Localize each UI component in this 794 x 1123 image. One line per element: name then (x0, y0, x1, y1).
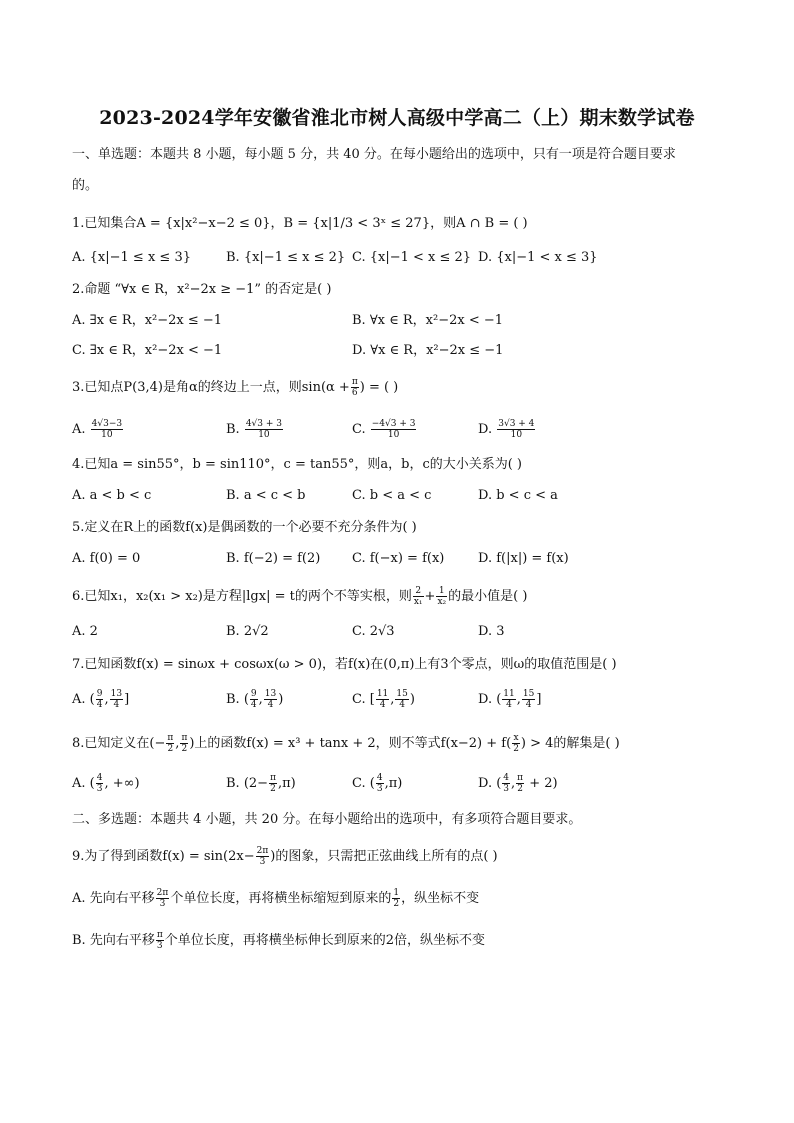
q8-option-b: B. (2− $\frac{\pi}{2}$ ,π) (226, 773, 296, 794)
q6-option-d: D. 3 (478, 624, 505, 639)
q8-stem: 8.已知定义在(− $\frac{\pi}{2}$ , $\frac{\pi}{2}$ )上的函数f(x) = x³ + tanx + 2，则不等式f(x−2) + f( $\frac{x}{2}$ ) > 4的解集是( ) (72, 733, 620, 754)
q4-stem: 4.已知a = sin55°，b = sin110°，c = tan55°，则a，b，c的大小关系为( ) (72, 457, 523, 472)
q9-option-b: B. 先向右平移 $\frac{\pi}{3}$ 个单位长度，再将横坐标伸长到原来的2倍，纵坐标不变 (72, 930, 486, 951)
q4-option-a: A. a < b < c (72, 488, 152, 503)
q1-option-b: B. {x|−1 ≤ x ≤ 2} (226, 250, 346, 265)
q7-option-a: A. ( $\frac{9}{4}$ , $\frac{13}{4}$ ] (72, 689, 130, 710)
section1-heading-line2: 的。 (72, 178, 99, 193)
q1-option-a: A. {x|−1 ≤ x ≤ 3} (72, 250, 191, 265)
q6-frac-2: $\frac{1}{\text{x₂}}$ (437, 586, 447, 607)
q2-stem: 2.命题 “∀x ∈ R，x²−2x ≥ −1” 的否定是( ) (72, 282, 332, 297)
section1-heading-line1: 一、单选题：本题共 8 小题，每小题 5 分，共 40 分。在每小题给出的选项中，只有一项是符合题目要求 (72, 147, 676, 162)
q2-option-a: A. ∃x ∈ R，x²−2x ≤ −1 (72, 313, 223, 328)
q3-option-c: C. $\frac{-4√3 + 3}{10}$ (352, 419, 416, 440)
q1-option-d: D. {x|−1 < x ≤ 3} (478, 250, 598, 265)
q3-stem-post: ) = ( ) (359, 380, 399, 395)
q4-option-c: C. b < a < c (352, 488, 432, 503)
q2-option-c: C. ∃x ∈ R，x²−2x < −1 (72, 343, 223, 358)
q3-stem-frac: $\frac{\pi}{6}$ (351, 377, 358, 398)
q9-stem: 9.为了得到函数f(x) = sin(2x− $\frac{2\pi}{3}$ )的图象，只需把正弦曲线上所有的点( ) (72, 846, 498, 867)
q1-stem: 1.已知集合A = {x|x²−x−2 ≤ 0}，B = {x|1/3 < 3ˣ ≤ 27}，则A ∩ B = ( ) (72, 216, 528, 231)
q5-option-c: C. f(−x) = f(x) (352, 551, 445, 566)
q6-option-a: A. 2 (72, 624, 98, 639)
q6-frac-1: $\frac{2}{\text{x₁}}$ (413, 586, 423, 607)
q7-stem: 7.已知函数f(x) = sinωx + cosωx(ω > 0)，若f(x)在(0,π)上有3个零点，则ω的取值范围是( ) (72, 657, 617, 672)
q3-stem-pre: 3.已知点P(3,4)是角α的终边上一点，则sin(α + (72, 380, 350, 395)
q3-option-b: B. $\frac{4√3 + 3}{10}$ (226, 419, 283, 440)
q8-option-a: A. ( $\frac{4}{3}$ , +∞) (72, 773, 140, 794)
q8-option-d: D. ( $\frac{4}{3}$ , $\frac{\pi}{2}$ + 2) (478, 773, 558, 794)
q5-option-d: D. f(|x|) = f(x) (478, 551, 569, 566)
q4-option-b: B. a < c < b (226, 488, 306, 503)
q7-option-d: D. ( $\frac{11}{4}$ , $\frac{15}{4}$ ] (478, 689, 542, 710)
q6-stem: 6.已知x₁，x₂(x₁ > x₂)是方程|lgx| = t的两个不等实根，则 $\frac{2}{\text{x₁}}$ + $\frac{1}{\text{x₂}}$ 的最小值是( ) (72, 586, 528, 607)
q2-option-d: D. ∀x ∈ R，x²−2x ≤ −1 (352, 343, 504, 358)
q5-stem: 5.定义在R上的函数f(x)是偶函数的一个必要不充分条件为( ) (72, 520, 417, 535)
q2-option-b: B. ∀x ∈ R，x²−2x < −1 (352, 313, 504, 328)
q3-option-d: D. $\frac{3√3 + 4}{10}$ (478, 419, 535, 440)
q4-option-d: D. b < c < a (478, 488, 558, 503)
q3-stem (72, 377, 398, 398)
q7-option-c: C. [ $\frac{11}{4}$ , $\frac{15}{4}$ ) (352, 689, 415, 710)
q7-option-b: B. ( $\frac{9}{4}$ , $\frac{13}{4}$ ) (226, 689, 284, 710)
section2-heading: 二、多选题：本题共 4 小题，共 20 分。在每小题给出的选项中，有多项符合题目要求。 (72, 812, 582, 827)
q1-option-c: C. {x|−1 < x ≤ 2} (352, 250, 472, 265)
q5-option-b: B. f(−2) = f(2) (226, 551, 321, 566)
q3-option-a: A. $\frac{4√3-3}{10}$ (72, 419, 123, 440)
q8-option-c: C. ( $\frac{4}{3}$ ,π) (352, 773, 403, 794)
q9-option-a: A. 先向右平移 $\frac{2\pi}{3}$ 个单位长度，再将横坐标缩短到原来的 $\frac{1}{2}$ ，纵坐标不变 (72, 888, 480, 909)
q6-option-c: C. 2√3 (352, 624, 395, 639)
q5-option-a: A. f(0) = 0 (72, 551, 141, 566)
q6-option-b: B. 2√2 (226, 624, 269, 639)
exam-title: 2023-2024学年安徽省淮北市树人高级中学高二（上）期末数学试卷 (99, 107, 695, 129)
